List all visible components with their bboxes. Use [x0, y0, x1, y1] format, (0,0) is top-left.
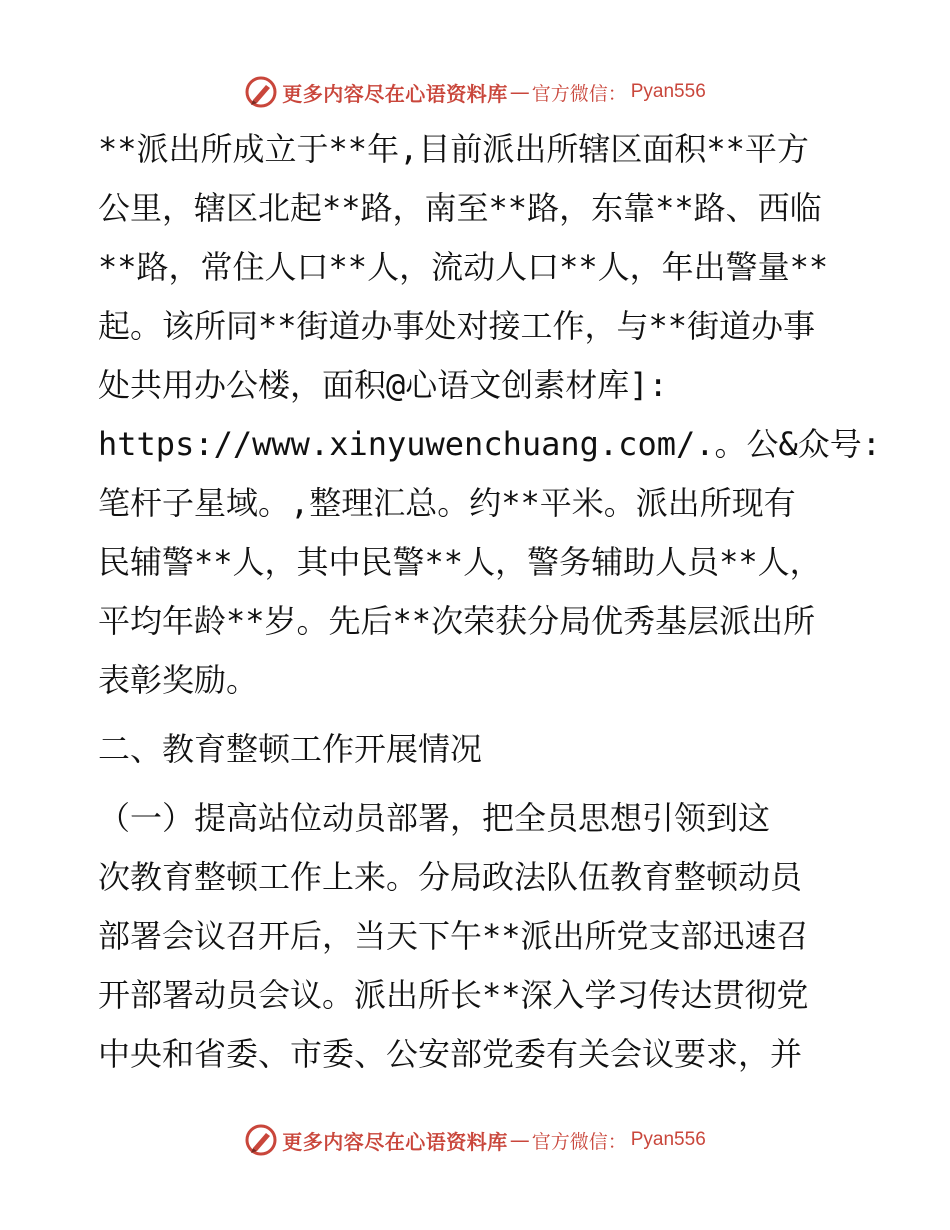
text-line: 表彰奖励。	[98, 661, 259, 699]
text-line: 部署会议召开后，当天下午**派出所党支部迅速召	[98, 917, 809, 955]
banner-wechat-id: Pyan556	[630, 1129, 706, 1150]
text-line: 次教育整顿工作上来。分局政法队伍教育整顿动员	[98, 858, 803, 896]
pen-logo-icon	[244, 75, 278, 109]
text-line: **派出所成立于**年,目前派出所辖区面积**平方	[98, 130, 809, 168]
header-banner	[0, 72, 950, 112]
banner-wechat-label: 官方微信：	[531, 82, 627, 105]
paragraph-1	[98, 120, 882, 710]
text-line-url: https://www.xinyuwenchuang.com/.。公&众号:	[98, 425, 882, 463]
text-line: 公里，辖区北起**路，南至**路，东靠**路、西临	[98, 189, 822, 227]
paragraph-2	[98, 789, 858, 1084]
text-line: 开部署动员会议。派出所长**深入学习传达贯彻党	[98, 976, 809, 1014]
text-line: 处共用办公楼，面积@心语文创素材库]:	[98, 366, 668, 404]
banner-wechat-id: Pyan556	[630, 81, 706, 102]
text-line: 中央和省委、市委、公安部党委有关会议要求，并	[98, 1035, 803, 1073]
banner-dash: —	[509, 1128, 530, 1152]
text-line: 起。该所同**街道办事处对接工作，与**街道办事	[98, 307, 816, 345]
spacer	[98, 710, 858, 720]
text-line: 民辅警**人，其中民警**人，警务辅助人员**人，	[98, 543, 822, 581]
banner-wechat-label: 官方微信：	[531, 1130, 627, 1153]
banner-main-text: 更多内容尽在心语资料库	[282, 81, 508, 106]
banner-dash: —	[509, 80, 530, 104]
section-heading: 二、教育整顿工作开展情况	[98, 730, 483, 768]
banner-main-text: 更多内容尽在心语资料库	[282, 1129, 508, 1154]
text-line: 笔杆子星域。,整理汇总。约**平米。派出所现有	[98, 484, 796, 522]
text-line: **路，常住人口**人，流动人口**人，年出警量**	[98, 248, 829, 286]
text-line: 平均年龄**岁。先后**次荣获分局优秀基层派出所	[98, 602, 816, 640]
footer-banner	[0, 1120, 950, 1160]
document-body	[98, 120, 882, 1084]
spacer	[98, 779, 858, 789]
text-line: （一）提高站位动员部署，把全员思想引领到这	[98, 799, 771, 837]
pen-logo-icon	[244, 1123, 278, 1157]
